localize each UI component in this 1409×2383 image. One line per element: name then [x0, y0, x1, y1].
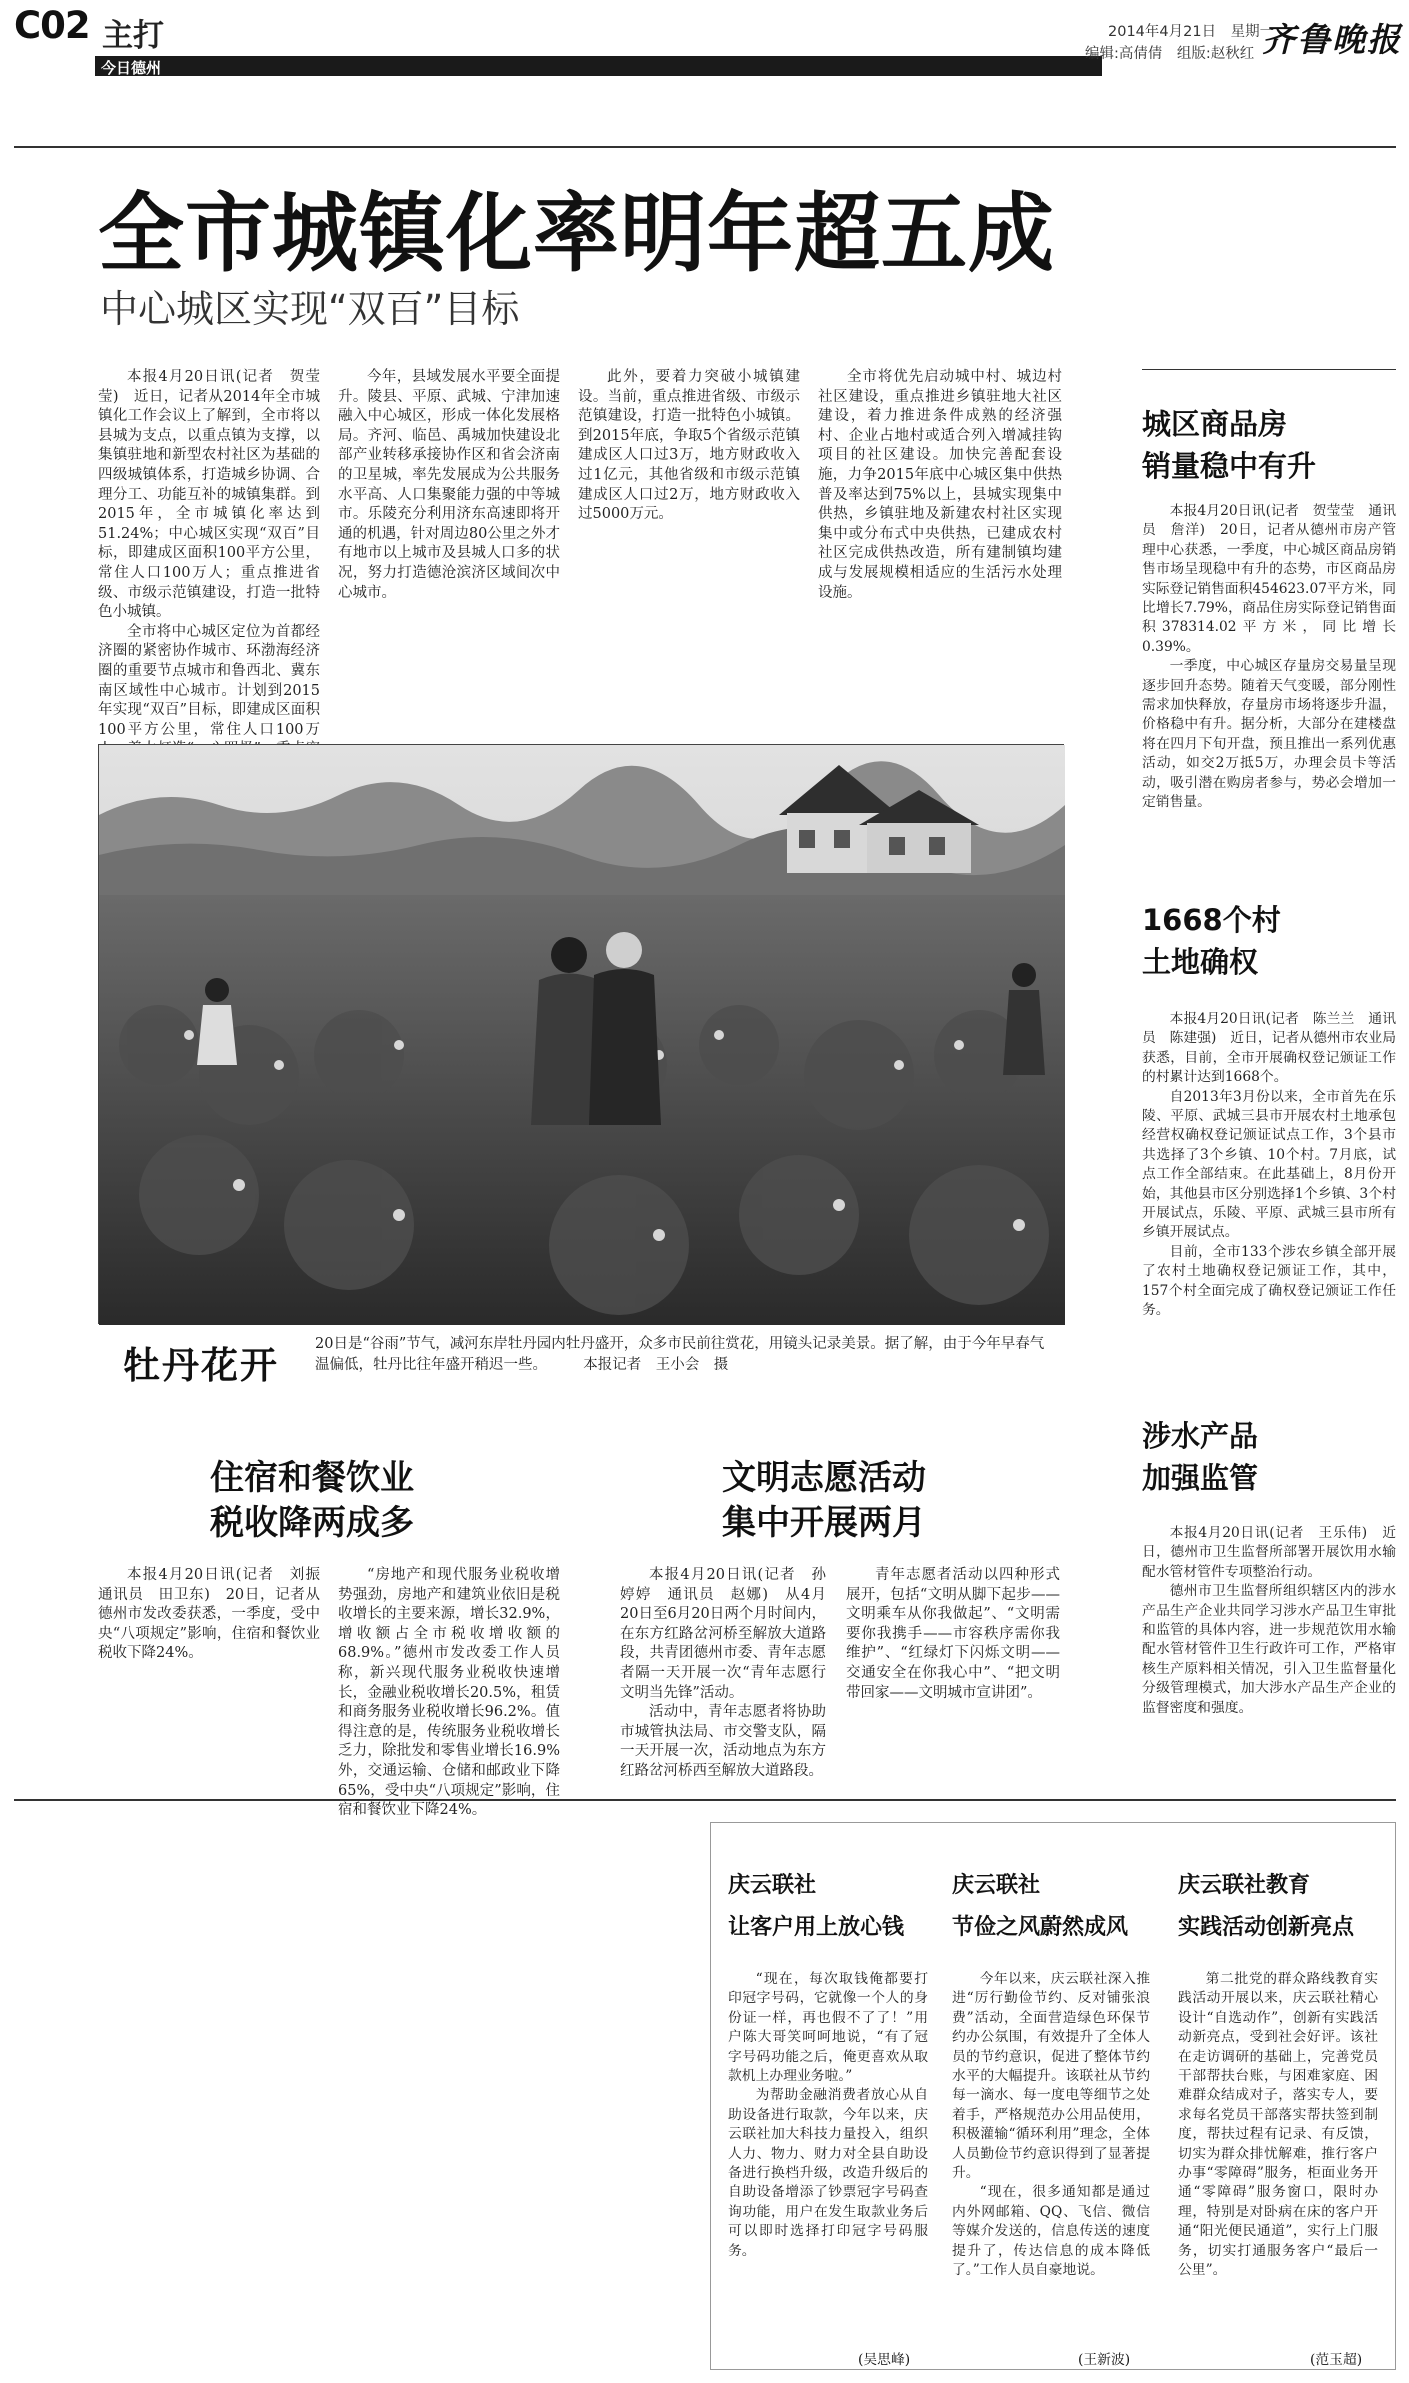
sidebar-1-body — [1142, 502, 1396, 870]
sidebar-2-title-1: 1668个村 — [1142, 903, 1281, 937]
volunteer-title-1: 文明志愿活动 — [722, 1458, 926, 1498]
ad-2-body — [952, 1970, 1150, 2345]
tax-title-2: 税收降两成多 — [210, 1503, 414, 1543]
masthead-logo: 齐鲁晚报 — [1262, 20, 1402, 59]
main-para-3: 今年，县域发展水平要全面提升。陵县、平原、武城、宁津加速融入中心城区，形成一体化发展格局。齐河、临邑、禹城加快建设北部产业转移承接协作区和省会济南的卫星城，率先发展成为公共服务水平高、人口集聚能力强的中等城市。乐陵充分利用济东高速即将开通的机遇，针对周边80公里之外才有地市以上城市及县城人口多的状况，努力打造德沧滨济区域间次中心城市。 — [338, 369, 560, 601]
sidebar-2-para-2: 自2013年3月份以来，全市首先在乐陵、平原、武城三县市开展农村土地承包经营权确权登记颁证试点工作，3个县市共选择了3个乡镇、10个村。7月底，试点工作全部结束。在此基础上，8月份开始，其他县市区分别选择1个乡镇、3个村开展试点，乐陵、平原、武城三县市所有乡镇开展试点。 — [1142, 1088, 1396, 1241]
ad-2-headline: 节俭之风蔚然成风 — [952, 1915, 1129, 1940]
main-para-1: 本报4月20日讯(记者 贺莹莹) 近日，记者从2014年全市城镇化工作会议上了解到，全市将以县城为支点，以重点镇为支撑，以集镇驻地和新型农村社区为基础的四级城镇体系，打造城乡协调、合理分工、功能互补的城镇集群。到2015年，全市城镇化率达到51.24%；中心城区实现“双百”目标，即建成区面积100平方公里，常住人口100万人；重点推进省级、市级示范镇建设，打造一批特色小城镇。 — [98, 369, 320, 621]
bottom-rule — [14, 1799, 1396, 1801]
ad-1-author: (吴思峰) — [858, 2352, 911, 2368]
sidebar-2-para-1: 本报4月20日讯(记者 陈兰兰 通讯员 陈建强) 近日，记者从德州市农业局获悉，目前，全市开展确权登记颁证工作的村累计达到1668个。 — [1142, 1011, 1396, 1086]
tax-col-2 — [338, 1566, 560, 1819]
ad-1-org: 庆云联社 — [728, 1873, 817, 1898]
top-rule — [14, 146, 1396, 148]
photo-label: 牡丹花开 — [123, 1344, 279, 1387]
tax-title-1: 住宿和餐饮业 — [210, 1458, 414, 1498]
photo-caption-text: 20日是“谷雨”节气，减河东岸牡丹园内牡丹盛开，众多市民前往赏花，用镜头记录美景。据了解，由于今年早春气温偏低，牡丹比往年盛开稍迟一些。 — [315, 1336, 1045, 1373]
subsection-label: 今日德州 — [101, 59, 162, 77]
page-code: C02 — [14, 4, 90, 47]
ad-1-para-1: “现在，每次取钱俺都要打印冠字号码，它就像一个人的身份证一样，再也假不了了！”用户陈大哥笑呵呵地说，“有了冠字号码功能之后，俺更喜欢从取款机上办理业务啦。” — [728, 1971, 928, 2085]
main-col-2 — [338, 368, 560, 723]
main-col-3 — [578, 368, 800, 723]
ad-1-body — [728, 1970, 928, 2345]
sidebar-2-para-3: 目前，全市133个涉农乡镇全部开展了农村土地确权登记颁证工作，其中，157个村全面完成了确权登记颁证工作任务。 — [1142, 1243, 1396, 1319]
ad-3-org: 庆云联社教育 — [1178, 1873, 1311, 1898]
sidebar-3-body — [1142, 1524, 1396, 1784]
volunteer-col-1 — [620, 1566, 841, 1786]
sidebar-1-title-1: 城区商品房 — [1142, 407, 1288, 441]
main-para-5: 全市将优先启动城中村、城边村社区建设，重点推进乡镇驻地大社区建设，着力推进条件成熟的经济强村、企业占地村或适合列入增减挂钩项目的社区建设。加快完善配套设施，力争2015年底中心城区集中供热普及率达到75%以上，县城实现集中供热，乡镇驻地及新建农村社区实现集中或分布式中央供热，已建成农村社区完成供热改造，所有建制镇均建成与发展规模相适应的生活污水处理设施。 — [818, 369, 1062, 601]
header-editor: 编辑:高倩倩 组版:赵秋红 — [1085, 46, 1255, 62]
tax-para-2: “房地产和现代服务业税收增势强劲，房地产和建筑业依旧是税收增长的主要来源，增长32.9%，增收额占全市税收增收额的68.9%。”德州市发改委工作人员称，新兴现代服务业税收快速增长，金融业税收增长20.5%，租赁和商务服务业税收增长96.2%。值得注意的是，传统服务业税收增长乏力，除批发和零售业增长16.9%外，交通运输、仓储和邮政业下降65%，受中央“八项规定”影响，住宿和餐饮业下降24%。 — [338, 1567, 560, 1819]
main-col-1 — [98, 368, 320, 738]
header-date: 2014年4月21日 星期一 — [1108, 24, 1275, 40]
sidebar-2-title-2: 土地确权 — [1142, 945, 1259, 979]
sidebar-1-para-1: 本报4月20日讯(记者 贺莹莹 通讯员 詹洋) 20日，记者从德州市房产管理中心获悉，一季度，中心城区商品房销售市场呈现稳中有升的态势，市区商品房实际登记销售面积454623.07平方米，同比增长7.79%，商品住房实际登记销售面积378314.02平方米，同比增长0.39%。 — [1142, 503, 1396, 655]
ad-1-para-2: 为帮助金融消费者放心从自助设备进行取款，今年以来，庆云联社加大科技力量投入，组织人力、物力、财力对全县自助设备进行换档升级，改造升级后的自助设备增添了钞票冠字号码查询功能，用户在发生取款业务后可以即时选择打印冠字号码服务。 — [728, 2087, 928, 2259]
volunteer-para-2: 活动中，青年志愿者将协助市城管执法局、市交警支队，隔一天开展一次，活动地点为东方红路岔河桥西至解放大道路段。 — [620, 1704, 826, 1779]
ad-2-author: (王新波) — [1078, 2352, 1131, 2368]
main-col-4 — [818, 368, 1062, 723]
ad-3-headline: 实践活动创新亮点 — [1178, 1915, 1355, 1940]
photo-credit: 本报记者 王小会 摄 — [583, 1357, 729, 1373]
ad-3-author: (范玉超) — [1310, 2352, 1363, 2368]
sidebar-3-title-2: 加强监管 — [1142, 1461, 1259, 1495]
sidebar-1-para-2: 一季度，中心城区存量房交易量呈现逐步回升态势。随着天气变暖，部分刚性需求加快释放，存量房市场将逐步升温，价格稳中有升。据分析，大部分在建楼盘将在四月下旬开盘，预且推出一系列优惠活动，如交2万抵5万，办理会员卡等活动，吸引潜在购房者参与，势必会增加一定销售量。 — [1142, 658, 1396, 811]
ad-2-para-2: “现在，很多通知都是通过内外网邮箱、QQ、飞信、微信等媒介发送的，信息传送的速度提升了，传达信息的成本降低了。”工作人员自豪地说。 — [952, 2184, 1150, 2279]
sidebar-3-para-1: 本报4月20日讯(记者 王乐伟) 近日，德州市卫生监督所部署开展饮用水输配水管材管件专项整治行动。 — [1142, 1525, 1396, 1580]
ad-2-para-1: 今年以来，庆云联社深入推进“厉行勤俭节约、反对铺张浪费”活动，全面营造绿色环保节约办公氛围，有效提升了全体人员的节约意识，促进了整体节约水平的大幅提升。该联社从节约每一滴水、每一度电等细节之处着手，严格规范办公用品使用，积极灌输“循环利用”理念，全体人员勤俭节约意识得到了显著提升。 — [952, 1971, 1150, 2182]
ad-3-para-1: 第二批党的群众路线教育实践活动开展以来，庆云联社精心设计“自选动作”，创新有实践活动新亮点，受到社会好评。该社在走访调研的基础上，完善党员干部帮扶台账，与困难家庭、困难群众结成对子，落实专人，要求每名党员干部落实帮扶签到制度，帮扶过程有记录、有反馈，切实为群众排忧解难，推行客户办事“零障碍”服务，柜面业务开通“零障碍”服务窗口，限时办理，特别是对卧病在床的客户开通“阳光便民通道”，实行上门服务，切实打通服务客户“最后一公里”。 — [1178, 1971, 1378, 2279]
peony-photo — [98, 744, 1064, 1324]
volunteer-title-2: 集中开展两月 — [722, 1503, 926, 1543]
photo-caption — [315, 1334, 1045, 1376]
volunteer-para-1: 本报4月20日讯(记者 孙婷婷 通讯员 赵娜) 从4月20日至6月20日两个月时间内，在东方红路岔河桥至解放大道路段，共青团德州市委、青年志愿者隔一天开展一次“青年志愿行 文明当先锋”活动。 — [620, 1567, 841, 1701]
sidebar-2-body — [1142, 1010, 1396, 1378]
main-subtitle: 中心城区实现“双百”目标 — [100, 287, 520, 331]
volunteer-col-2 — [846, 1566, 1060, 1786]
tax-para-1: 本报4月20日讯(记者 刘振 通讯员 田卫东) 20日，记者从德州市发改委获悉，一季度，受中央“八项规定”影响，住宿和餐饮业税收下降24%。 — [98, 1567, 335, 1662]
sidebar-top-rule — [1142, 369, 1396, 370]
main-para-2a: 全市将中心城区定位为首都经济圈的紧密协作城市、环渤海经济圈的重要节点城市和鲁西北、冀东南区域性中心城市。计划到2015年实现“双百”目标，即建成区面积100平方公里，常住人口100万 — [98, 623, 320, 738]
main-title: 全市城镇化率明年超五成 — [98, 184, 1055, 284]
subsection-bar — [95, 56, 1102, 76]
photo-illustration — [99, 745, 1065, 1325]
ad-1-headline: 让客户用上放心钱 — [728, 1915, 905, 1940]
main-para-4: 此外，要着力突破小城镇建设。当前，重点推进省级、市级示范镇建设，打造一批特色小城镇。到2015年底，争取5个省级示范镇建成区人口过3万，地方财政收入过1亿元，其他省级和市级示范镇建成区人口过2万，地方财政收入过5000万元。 — [578, 369, 800, 523]
sidebar-1-title-2: 销量稳中有升 — [1142, 449, 1317, 483]
tax-col-1 — [98, 1566, 335, 1786]
ad-3-body — [1178, 1970, 1378, 2345]
volunteer-para-3: 青年志愿者活动以四种形式展开，包括“文明从脚下起步——文明乘车从你我做起”、“文明需要你我携手——市容秩序需你我维护”、“红绿灯下闪烁文明——交通安全在你我心中”、“把文明带回家——文明城市宣讲团”。 — [846, 1567, 1060, 1701]
section-label: 主打 — [102, 18, 164, 54]
sidebar-3-para-2: 德州市卫生监督所组织辖区内的涉水产品生产企业共同学习涉水产品卫生审批和监管的具体内容，进一步规范饮用水输配水管材管件卫生行政许可工作，严格审核生产原料相关情况，引入卫生监督量化分级管理模式，加大涉水产品生产企业的监督密度和强度。 — [1142, 1583, 1396, 1716]
sidebar-3-title-1: 涉水产品 — [1142, 1419, 1259, 1453]
ad-2-org: 庆云联社 — [952, 1873, 1041, 1898]
